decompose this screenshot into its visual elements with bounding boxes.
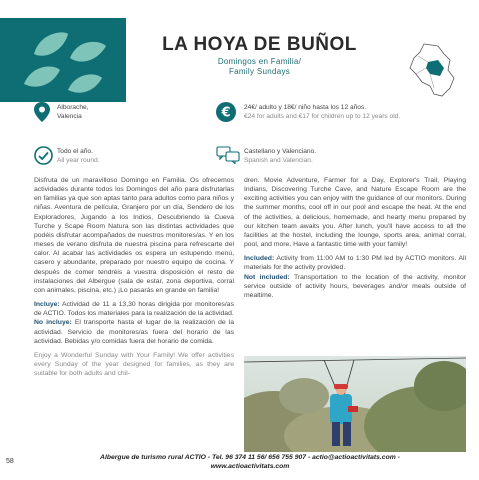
language-english: Spanish and Valencian. — [244, 157, 313, 164]
not-includes-label: No incluye: — [34, 319, 72, 327]
language-spanish: Castellano y Valenciano. — [244, 148, 317, 155]
check-circle-icon — [34, 146, 53, 165]
season-english: All year round. — [57, 157, 100, 164]
price-english: €24 for adults and €17 for children up to 12 years old. — [244, 113, 401, 120]
leaves-logo — [20, 24, 110, 98]
region-map-icon — [404, 42, 466, 98]
location-info — [57, 103, 89, 121]
season-info — [57, 147, 100, 165]
included-text: Activity from 11:00 AM to 1:30 PM led by ACTIO monitors. All materials for the activity provided. — [244, 255, 466, 272]
includes-label: Incluye: — [34, 301, 60, 309]
location-line-1: Alborache, — [57, 104, 89, 111]
left-column — [34, 176, 234, 383]
description-english-start: Enjoy a Wonderful Sunday with Your Family! We offer activities every Sunday of the year designed for families, as they are suitable for both adults and chil- — [34, 351, 234, 378]
not-included-text: Transportation to the location of the activity, monitor service outside of activity hours, beverages and/or meals outside of mealtime. — [244, 273, 466, 299]
speech-bubbles-icon — [216, 146, 240, 164]
price-spanish: 24€/ adulto y 18€/ niño hasta los 12 años. — [244, 104, 367, 111]
included-english — [244, 254, 466, 300]
footer-line-1: Albergue de turismo rural ACTIO - Tel. 96 374 11 56/ 656 755 907 - actio@actioactivitats.com - — [100, 454, 400, 461]
zipline-photo — [244, 356, 466, 452]
season-spanish: Todo el año. — [57, 148, 93, 155]
includes-spanish — [34, 300, 234, 346]
subtitle-spanish: Domingos en Familia/ — [217, 57, 302, 66]
location-pin-icon — [34, 102, 50, 122]
page-number: 58 — [6, 458, 14, 465]
logo-panel — [0, 18, 126, 102]
footer-website-link[interactable]: www.actioactivitats.com — [210, 463, 290, 470]
page-title: LA HOYA DE BUÑOL — [162, 34, 357, 55]
language-info — [244, 147, 316, 165]
includes-text: Actividad de 11 a 13,30 horas dirigida por monitores/as de ACTIO. Todos los materiales para la realización de la actividad. — [34, 301, 234, 318]
footer-contact — [40, 453, 460, 471]
not-includes-text: El transporte hasta el lugar de la realización de la actividad. Servicio de monitores/as fuera del horario de las actividad. Bebidas y/o comidas fuera del horario de comida. — [34, 319, 234, 345]
price-info — [244, 103, 400, 121]
location-line-2: Valencia — [57, 113, 82, 120]
svg-text:€: € — [221, 105, 231, 121]
right-column — [244, 176, 466, 305]
included-label: Included: — [244, 255, 275, 263]
description-spanish: Disfruta de un maravilloso Domingo en Familia. Os ofrecemos actividades durante todos los Domingos del año para disfrutarlas en familias ya que son aptas tanto para adultos como para niños y niñas. Aventura de película, Granjero por un día, Sendero de los Exploradores, Jugando a los Indios, Descubriendo la Cueva Turche y Scape Room Natura son las distintas actividades que podéis disfrutar acompañados de nuestros monitores/as. Y en los meses de verano disfruta de nuestra piscina para refrescarte del calor. Al acabar las actividades os espera un estupendo menú, casero y abundante, preparado por nuestro equipo de cocina. Y después de comer tendréis a vuestra disposición el resto de instalaciones del Albergue (sala de estar, zona deportiva, corral con animales, piscina, etc.) ¡Lo pasarás en grande en familia! — [34, 177, 234, 294]
euro-icon — [216, 102, 236, 122]
subtitle-english: Family Sundays — [228, 67, 291, 76]
description-english-cont: dren. Movie Adventure, Farmer for a Day, Explorer's Trail, Playing Indians, Discovering Turche Cave, and Nature Escape Room are the exciting activities you can enjoy with the guidance of our monitors. During the summer months, cool off in our pool and escape the heat. At the end of the activities, a delicious, homemade, and hearty menu prepared by our kitchen team awaits you. After lunch, you'll have access to all the facilities at the hostel, including the lounge, sports area, animal corral, pool, and more. Have a fantastic time with your family! — [244, 177, 466, 249]
not-included-label: Not included: — [244, 273, 290, 281]
